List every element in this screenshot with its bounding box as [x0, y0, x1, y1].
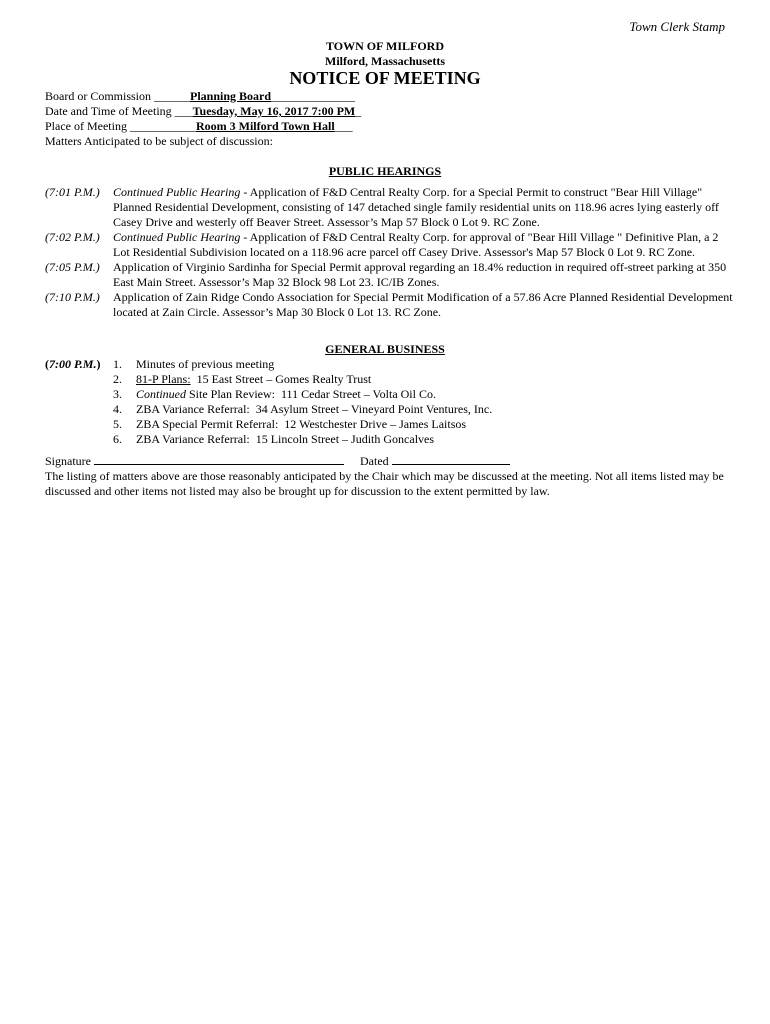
business-num: 3. — [113, 387, 122, 401]
business-text: 15 East Street – Gomes Realty Trust — [190, 372, 372, 386]
town-clerk-stamp-label: Town Clerk Stamp — [629, 19, 725, 34]
signature-label: Signature — [45, 454, 91, 468]
hearing-item — [45, 260, 737, 290]
board-value: Planning Board — [190, 89, 272, 103]
signature-field[interactable] — [94, 454, 344, 465]
business-num: 2. — [113, 372, 122, 386]
datetime-trail: _ — [355, 104, 362, 118]
hearing-time: (7:10 P.M.) — [45, 290, 100, 304]
hearing-prefix: Continued Public Hearing — [113, 185, 241, 199]
business-lead: Continued — [136, 387, 186, 401]
business-item — [45, 432, 737, 447]
hearing-text — [113, 290, 737, 320]
meeting-info — [45, 89, 735, 149]
business-num: 1. — [113, 357, 122, 371]
business-text: ZBA Special Permit Referral: 12 Westchester Drive – James Laitsos — [136, 417, 467, 431]
general-business-list — [45, 357, 737, 447]
business-item — [45, 402, 737, 417]
business-num: 4. — [113, 402, 122, 416]
disclaimer: The listing of matters above are those reasonably anticipated by the Chair which may be discussed at the meeting. Not all items listed may be discussed and other items not listed may also be brought up for discussion to the extent permitted by law. — [45, 469, 724, 498]
business-item — [45, 417, 737, 432]
hearing-body: Application of Virginio Sardinha for Special Permit approval regarding an 18.4% reduction in required off-street parking at 350 East Main Street. Assessor’s Map 32 Block 98 Lot 23. IC/IB Zones. — [113, 260, 727, 289]
city-state: Milford, Massachusetts — [325, 54, 445, 68]
dated-field[interactable] — [392, 454, 510, 465]
public-hearings-title: PUBLIC HEARINGS — [328, 164, 442, 178]
business-time: (7:00 P.M.) — [45, 357, 101, 371]
general-business-title: GENERAL BUSINESS — [325, 342, 445, 356]
datetime-label: Date and Time of Meeting ___ — [45, 104, 193, 118]
business-text: ZBA Variance Referral: 34 Asylum Street – Vineyard Point Ventures, Inc. — [136, 402, 493, 416]
public-hearings-list — [45, 185, 737, 320]
hearing-text — [113, 185, 737, 230]
datetime-value: Tuesday, May 16, 2017 7:00 PM — [192, 104, 356, 118]
business-num: 6. — [113, 432, 122, 446]
notice-title: NOTICE OF MEETING — [289, 68, 481, 88]
datetime-line — [45, 104, 735, 119]
business-text: Site Plan Review: 111 Cedar Street – Volta Oil Co. — [186, 387, 436, 401]
hearing-time: (7:05 P.M.) — [45, 260, 100, 274]
place-value: Room 3 Milford Town Hall — [195, 119, 335, 133]
place-line — [45, 119, 735, 134]
hearing-body: Application of Zain Ridge Condo Association for Special Permit Modification of a 57.86 Acre Planned Residential Development located at Zain Circle. Assessor’s Map 30 Block 0 Lot 13. RC Zone. — [113, 290, 733, 319]
business-item — [45, 372, 737, 387]
hearing-prefix: Continued Public Hearing — [113, 230, 241, 244]
business-item — [45, 357, 737, 372]
hearing-item — [45, 290, 737, 320]
hearing-text — [113, 230, 737, 260]
signature-line — [45, 454, 737, 469]
hearing-time: (7:01 P.M.) — [45, 185, 100, 199]
board-trail: ______________ — [271, 89, 356, 103]
board-line — [45, 89, 735, 104]
hearing-text — [113, 260, 737, 290]
hearing-body: - Application of F&D Central Realty Corp. for a Special Permit to construct "Bear Hill Village" Planned Residential Development, consisting of 147 detached single family residential units on 118.96 acres lying easterly off Casey Drive and westerly off Beaver Street. Assessor’s Map 57 Block 0 Lot 9. RC Zone. — [113, 185, 719, 229]
board-label: Board or Commission ______ — [45, 89, 191, 103]
town-name: TOWN OF MILFORD — [325, 39, 444, 53]
dated-label: Dated — [360, 454, 389, 468]
hearing-body: - Application of F&D Central Realty Corp. for approval of "Bear Hill Village " Definitive Plan, a 2 Lot Residential Subdivision located on a 118.96 acre parcel off Casey Drive. Assessor's Map 57 Block 0 Lot 9. RC Zone. — [113, 230, 719, 259]
matters-line: Matters Anticipated to be subject of discussion: — [45, 134, 273, 148]
business-text: ZBA Variance Referral: 15 Lincoln Street – Judith Goncalves — [136, 432, 435, 446]
place-trail: ___ — [334, 119, 353, 133]
business-item — [45, 387, 737, 402]
business-lead: 81-P Plans: — [136, 372, 191, 386]
hearing-item — [45, 230, 737, 260]
footer — [45, 454, 737, 499]
business-num: 5. — [113, 417, 122, 431]
hearing-time: (7:02 P.M.) — [45, 230, 100, 244]
business-text: Minutes of previous meeting — [136, 357, 275, 371]
place-label: Place of Meeting ___________ — [45, 119, 196, 133]
hearing-item — [45, 185, 737, 230]
